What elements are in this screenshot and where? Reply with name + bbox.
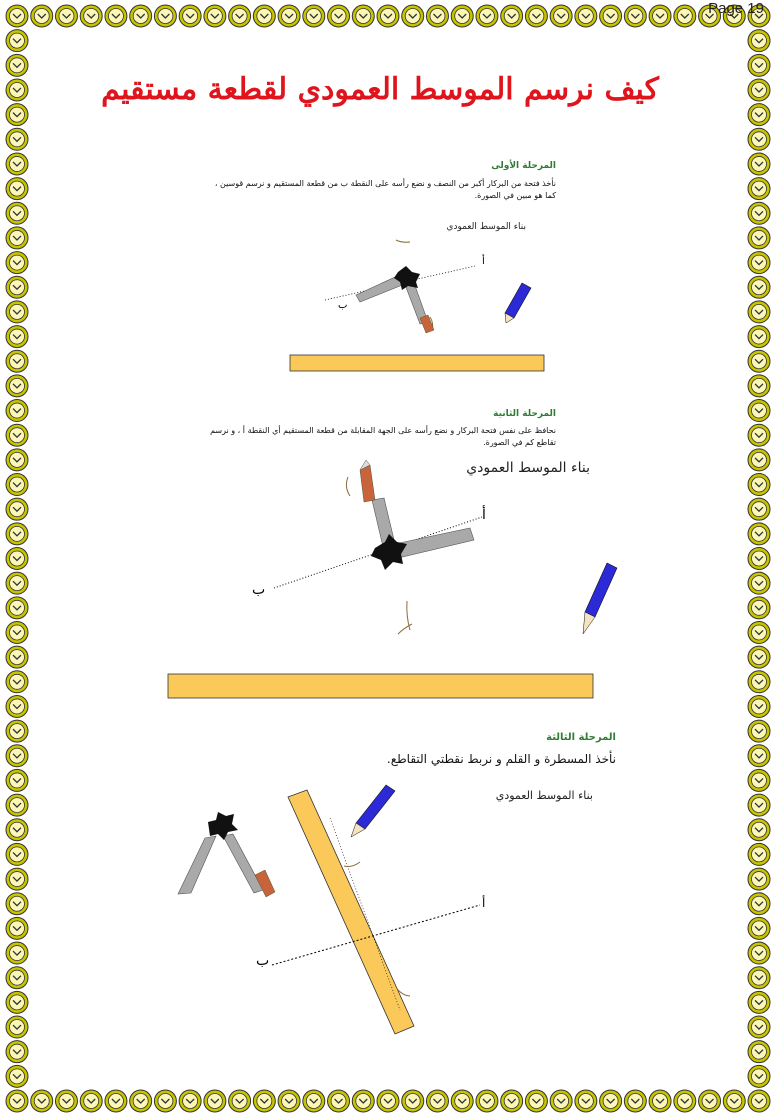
point-a-label: أ bbox=[482, 507, 486, 523]
stage-2-text: نحافظ على نفس فتحة البركار و نضع رأسه على الجهة المقابلة من قطعة المستقيم أي النقطة أ ، و نرسم تقاطع كم في الصورة. bbox=[210, 426, 556, 447]
page-number: Page 19 bbox=[708, 0, 764, 17]
page-title: كيف نرسم الموسط العمودي لقطعة مستقيم bbox=[101, 72, 659, 107]
stage-1-figure-title: بناء الموسط العمودي bbox=[446, 222, 526, 232]
compass-icon bbox=[178, 812, 275, 897]
stage-1-heading: المرحلة الأولى bbox=[491, 161, 556, 171]
point-a-label: أ bbox=[482, 896, 486, 910]
stage-2-figure-title: بناء الموسط العمودي bbox=[466, 460, 590, 476]
point-b-label: ب bbox=[252, 582, 266, 598]
ruler-icon bbox=[288, 790, 414, 1034]
stage-3-heading: المرحلة الثالثة bbox=[546, 732, 616, 743]
stage-3-figure-title: بناء الموسط العمودي bbox=[495, 789, 593, 802]
arc-mark bbox=[344, 862, 360, 867]
point-b-label: ب bbox=[256, 953, 270, 969]
stage-2-heading: المرحلة الثانية bbox=[493, 409, 556, 419]
point-a-label: أ bbox=[482, 256, 485, 267]
pencil-icon bbox=[351, 785, 395, 837]
stage-3-text: نأخذ المسطرة و القلم و نربط نقطتي التقاطع. bbox=[386, 752, 616, 766]
point-b-label: ب bbox=[338, 300, 348, 311]
stage-1-text: نأخذ فتحة من البركار أكبر من النصف و نضع رأسه على النقطة ب من قطعة المستقيم و نرسم قوسين ، كما هو مبين في الصورة. bbox=[214, 179, 556, 200]
